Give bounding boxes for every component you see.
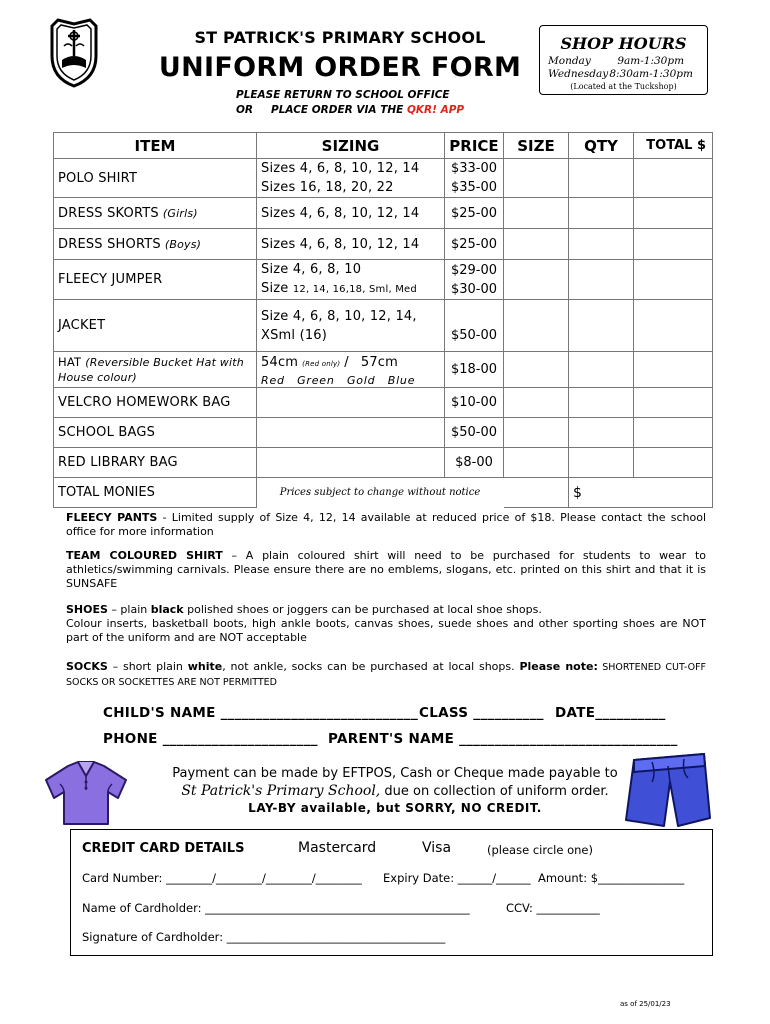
parents-name-field[interactable]: PARENT'S NAME _______________________________ (328, 731, 678, 747)
item-price: $18-00 (445, 352, 504, 388)
note-text: – short plain (107, 660, 188, 673)
item-label: DRESS SKORTS (58, 205, 159, 221)
phone-field[interactable]: PHONE ______________________ (103, 731, 318, 747)
item-price (445, 159, 504, 198)
item-name: POLO SHIRT (54, 159, 257, 198)
class-field[interactable]: CLASS __________ (419, 705, 544, 721)
payment-line-3: LAY-BY available, but SORRY, NO CREDIT. (248, 801, 542, 815)
item-name (54, 198, 257, 229)
hat-size-slash: / (344, 354, 349, 370)
shop-hours-box (539, 25, 708, 95)
size-cell[interactable] (504, 229, 569, 260)
fleecy-pants-note (66, 511, 706, 539)
payment-line-2-rest: due on collection of uniform order. (380, 784, 609, 799)
note-text: - Limited supply of Size 4, 12, 14 available at reduced price of $18. Please contact the school office for more information (66, 511, 707, 538)
sizing-prefix: Size (261, 281, 293, 296)
table-row (54, 198, 713, 229)
size-cell[interactable] (504, 159, 569, 198)
note-text: – A plain coloured shirt will need to be purchased for students to wear to athletics/swimming carnivals. Please ensure there are no emblems, slogans, etc. printed on this shirt and that it is SUNSAFE (66, 549, 707, 590)
sizing-line: Sizes 16, 18, 20, 22 (261, 180, 394, 195)
item-name: FLEECY JUMPER (54, 260, 257, 300)
hat-size-large: 57cm (360, 354, 399, 370)
form-title: UNIFORM ORDER FORM (158, 52, 522, 83)
signature-field[interactable]: Signature of Cardholder: ______________________________________ (82, 930, 446, 944)
header-total: TOTAL $ (634, 133, 713, 159)
shop-hours-row (548, 55, 684, 67)
header-qty: QTY (569, 133, 634, 159)
footer-date: as of 25/01/23 (620, 1000, 671, 1008)
item-price: $25-00 (445, 198, 504, 229)
header-sizing: SIZING (257, 133, 445, 159)
shop-time: 9am-1:30pm (617, 55, 685, 67)
item-sizing (257, 159, 445, 198)
sizing-line: Size 4, 6, 8, 10, 12, 14, (261, 308, 417, 324)
note-text: SHORTENED CUT-OFF SOCKS OR SOCKETTES ARE NOT PERMITTED (66, 662, 706, 688)
total-row (54, 478, 713, 508)
header-item: ITEM (54, 133, 257, 159)
empty-cell (504, 478, 569, 508)
grand-total-cell[interactable]: $ (569, 478, 713, 508)
item-name: SCHOOL BAGS (54, 418, 257, 448)
qty-cell[interactable] (569, 352, 634, 388)
sizing-line (261, 353, 440, 374)
qty-cell[interactable] (569, 229, 634, 260)
total-cell[interactable] (634, 300, 713, 352)
socks-note (66, 660, 706, 690)
item-name: JACKET (54, 300, 257, 352)
table-row (54, 388, 713, 418)
price-line: $29-00 (450, 262, 498, 278)
card-number-field[interactable]: Card Number: ________/________/________/________ (82, 871, 362, 885)
item-subtitle: (Boys) (164, 237, 202, 251)
qty-cell[interactable] (569, 388, 634, 418)
return-instruction: PLEASE RETURN TO SCHOOL OFFICE (236, 89, 450, 101)
payment-line-1: Payment can be made by EFTPOS, Cash or Cheque made payable to (172, 766, 618, 781)
shop-day: Monday (548, 55, 591, 67)
item-price: $8-00 (445, 448, 504, 478)
table-row (54, 229, 713, 260)
size-cell[interactable] (504, 198, 569, 229)
note-text: , not ankle, socks can be purchased at local shops. (222, 660, 520, 673)
total-cell[interactable] (634, 388, 713, 418)
item-name (54, 352, 257, 388)
size-cell[interactable] (504, 300, 569, 352)
item-sizing (257, 448, 445, 478)
payment-line-2 (140, 783, 650, 799)
ccv-field[interactable]: CCV: ___________ (506, 901, 600, 915)
table-row (54, 159, 713, 198)
note-text: polished shoes or joggers can be purchased at local shoe shops. (183, 603, 542, 616)
shop-time: 8:30am-1:30pm (609, 68, 693, 80)
item-name: RED LIBRARY BAG (54, 448, 257, 478)
shop-hours-title: SHOP HOURS (560, 34, 687, 53)
price-line: $33-00 (450, 161, 498, 176)
date-field[interactable]: DATE__________ (555, 705, 666, 721)
table-header-row (54, 133, 713, 159)
sizing-line: XSml (16) (261, 327, 328, 343)
qty-cell[interactable] (569, 300, 634, 352)
shorts-icon (622, 748, 714, 832)
total-cell[interactable] (634, 260, 713, 300)
hat-size-note: (Red only) (302, 359, 341, 368)
shop-hours-row (548, 68, 693, 80)
total-monies-label: TOTAL MONIES (54, 478, 257, 508)
note-emphasis: black (150, 603, 184, 616)
team-shirt-note (66, 549, 706, 591)
hat-size-small: 54cm (261, 354, 299, 370)
or-label: OR (236, 104, 254, 116)
item-subtitle: (Reversible Bucket Hat with House colour) (58, 355, 244, 384)
item-sizing (257, 418, 445, 448)
item-name: VELCRO HOMEWORK BAG (54, 388, 257, 418)
item-sizing (257, 300, 445, 352)
total-cell[interactable] (634, 448, 713, 478)
credit-card-title: CREDIT CARD DETAILS (82, 841, 245, 856)
cardholder-name-field[interactable]: Name of Cardholder: ______________________________________________ (82, 901, 470, 915)
qty-cell[interactable] (569, 159, 634, 198)
item-sizing (257, 388, 445, 418)
qkr-app-name: QKR! APP (406, 104, 465, 116)
sizing-line: Sizes 4, 6, 8, 10, 12, 14 (261, 161, 420, 176)
note-label: FLEECY PANTS (66, 511, 158, 524)
item-name (54, 229, 257, 260)
qty-cell[interactable] (569, 198, 634, 229)
size-cell[interactable] (504, 388, 569, 418)
shoes-note (66, 603, 706, 645)
sizing-line (261, 279, 440, 299)
shop-day: Wednesday (548, 68, 609, 80)
prices-note: Prices subject to change without notice (257, 478, 504, 508)
amount-field[interactable]: Amount: $_______________ (538, 871, 685, 885)
size-cell[interactable] (504, 260, 569, 300)
note-text: Colour inserts, basketball boots, high ankle boots, canvas shoes, suede shoes and other sporting shoes are NOT part of the uniform and are NOT acceptable (66, 617, 706, 644)
size-cell[interactable] (504, 418, 569, 448)
header-price: PRICE (445, 133, 504, 159)
note-label: SOCKS (66, 660, 108, 673)
header-size: SIZE (504, 133, 569, 159)
expiry-date-field[interactable]: Expiry Date: ______/______ (383, 871, 531, 885)
item-price: $50-00 (445, 418, 504, 448)
sizing-line: Size 4, 6, 8, 10 (261, 262, 362, 277)
order-line-prefix: PLACE ORDER VIA THE (271, 104, 407, 116)
total-cell[interactable] (634, 159, 713, 198)
table-row (54, 418, 713, 448)
shop-location: (Located at the Tuckshop) (570, 82, 677, 91)
total-cell[interactable] (634, 229, 713, 260)
uniform-items-table (53, 132, 713, 508)
item-sizing: Sizes 4, 6, 8, 10, 12, 14 (257, 198, 445, 229)
price-line: $35-00 (450, 180, 498, 195)
note-label: SHOES (66, 603, 108, 616)
table-row (54, 352, 713, 388)
polo-shirt-icon (38, 758, 134, 830)
item-subtitle: (Girls) (162, 206, 198, 220)
note-emphasis: Please note: (519, 660, 598, 673)
table-row (54, 260, 713, 300)
item-sizing: Sizes 4, 6, 8, 10, 12, 14 (257, 229, 445, 260)
childs-name-field[interactable]: CHILD'S NAME ____________________________ (103, 705, 418, 721)
table-row (54, 448, 713, 478)
table-row (54, 300, 713, 352)
payment-school-name: St Patrick's Primary School, (181, 783, 381, 799)
hat-colours: Red Green Gold Blue (261, 373, 416, 387)
item-sizing (257, 260, 445, 300)
note-text: – plain (107, 603, 151, 616)
total-cell[interactable] (634, 418, 713, 448)
total-cell[interactable] (634, 352, 713, 388)
visa-option[interactable]: Visa (422, 840, 452, 856)
item-price: $50-00 (445, 300, 504, 352)
size-cell[interactable] (504, 352, 569, 388)
item-price (445, 260, 504, 300)
sizing-small: 12, 14, 16,18, Sml, Med (292, 284, 417, 295)
note-label: TEAM COLOURED SHIRT (66, 549, 223, 562)
item-label: HAT (58, 354, 82, 369)
order-instruction (236, 104, 464, 116)
item-sizing (257, 352, 445, 388)
qty-cell[interactable] (569, 448, 634, 478)
total-cell[interactable] (634, 198, 713, 229)
qty-cell[interactable] (569, 418, 634, 448)
qty-cell[interactable] (569, 260, 634, 300)
item-price: $10-00 (445, 388, 504, 418)
item-price: $25-00 (445, 229, 504, 260)
item-label: DRESS SHORTS (58, 236, 161, 252)
circle-one-note: (please circle one) (487, 843, 593, 857)
mastercard-option[interactable]: Mastercard (298, 840, 377, 856)
school-name: ST PATRICK'S PRIMARY SCHOOL (194, 28, 486, 47)
size-cell[interactable] (504, 448, 569, 478)
price-line: $30-00 (450, 281, 498, 297)
note-emphasis: white (187, 660, 223, 673)
